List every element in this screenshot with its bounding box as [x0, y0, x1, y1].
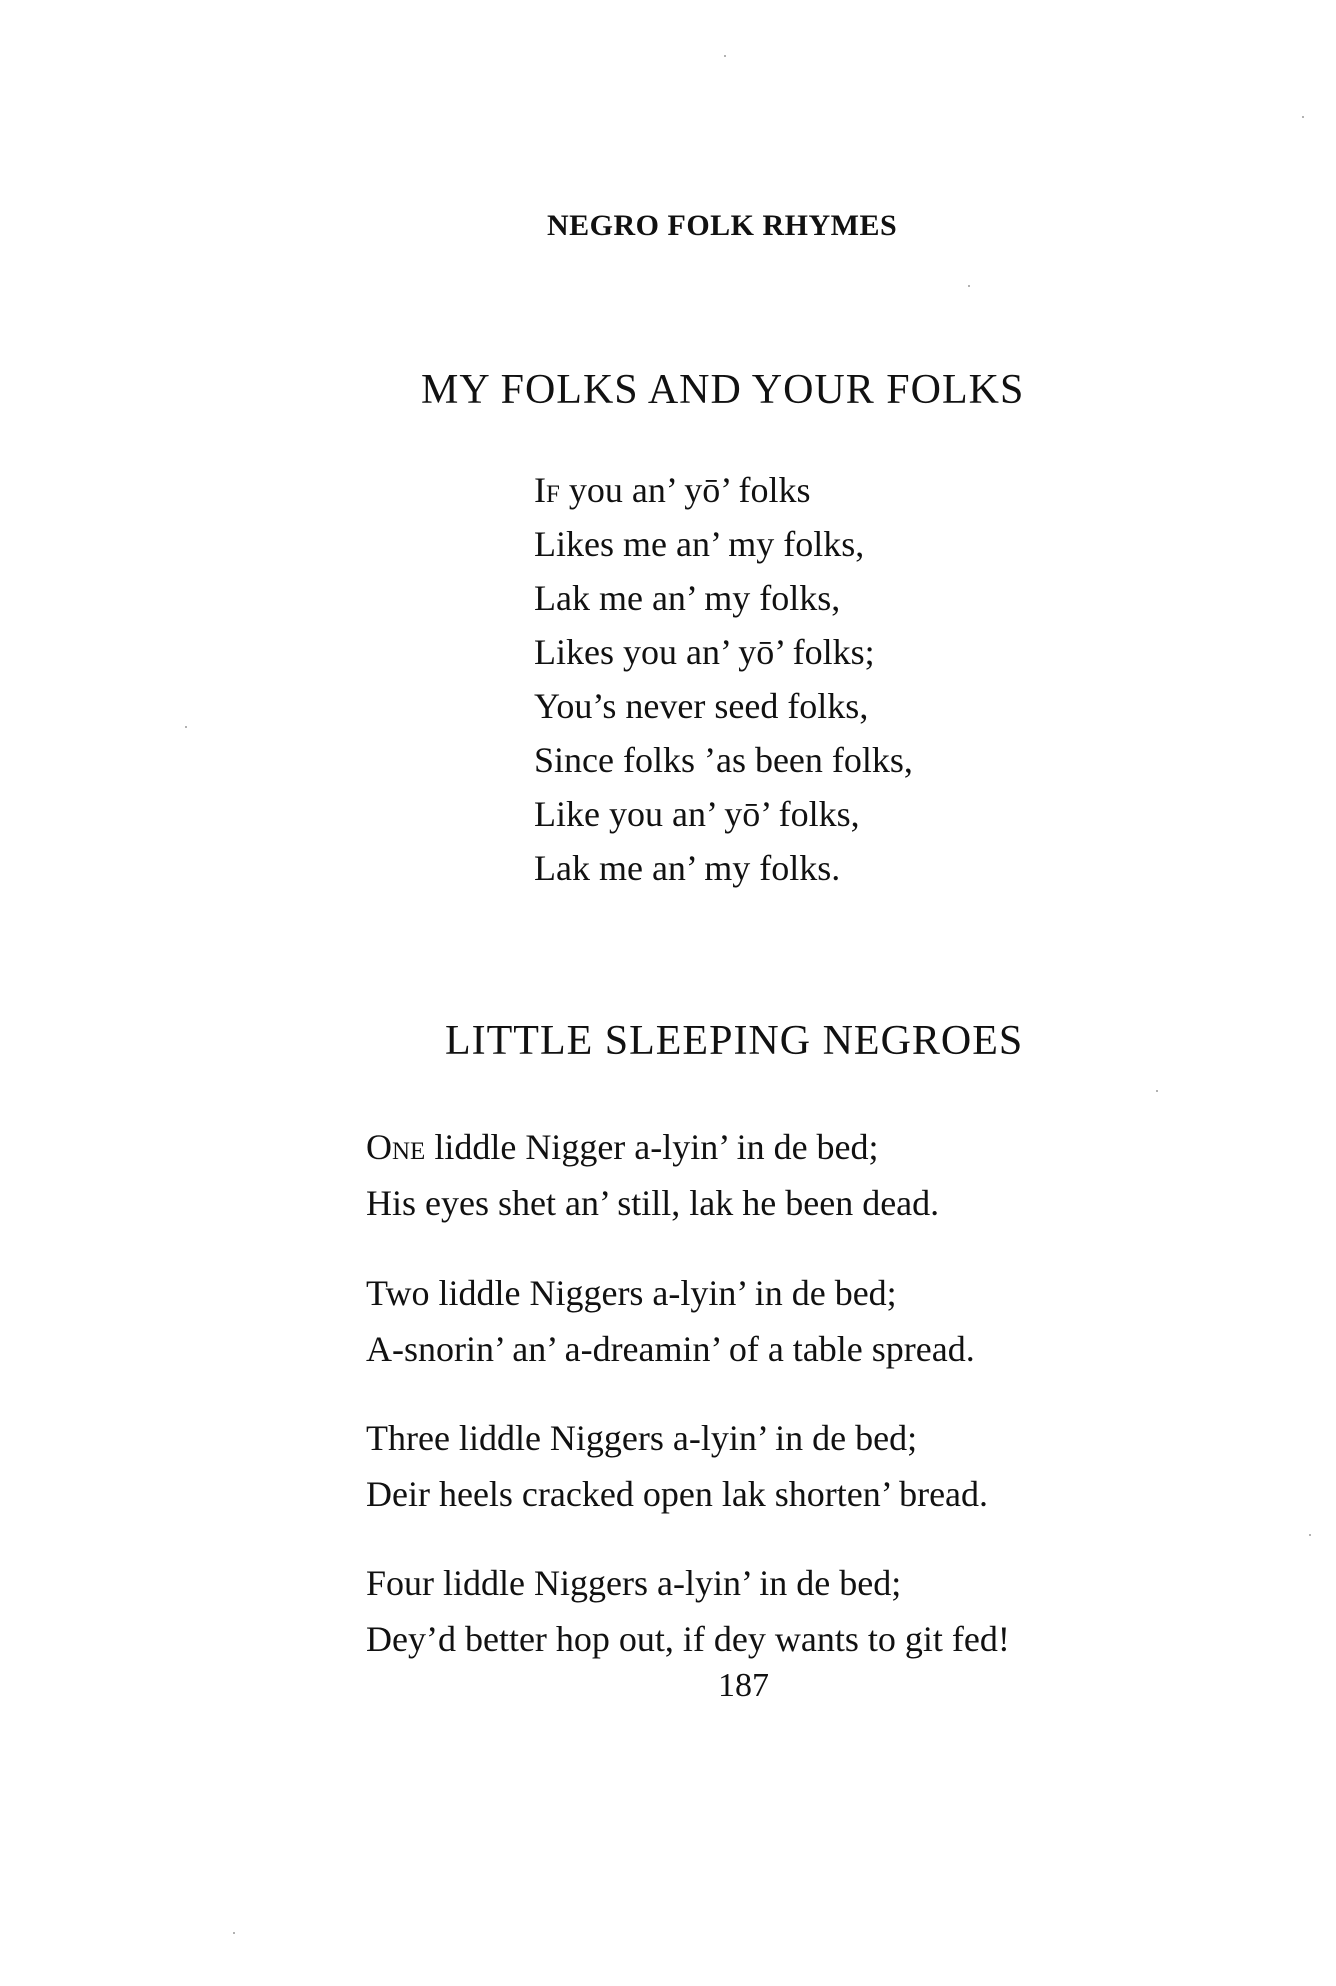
verse-line: Like you an’ yō’ folks, [534, 794, 860, 834]
running-head: NEGRO FOLK RHYMES [547, 209, 898, 242]
verse-line [366, 1119, 939, 1175]
verse-line: Four liddle Niggers a-lyin’ in de bed; [366, 1563, 902, 1603]
verse-line: Dey’d better hop out, if dey wants to git fed! [366, 1619, 1010, 1659]
poem-my-folks-stanza [534, 463, 913, 895]
verse-line: A-snorin’ an’ a-dreamin’ of a table spread. [366, 1329, 975, 1369]
drop-cap-word: If [534, 470, 560, 510]
poem-title-little-sleeping: LITTLE SLEEPING NEGROES [445, 1018, 1024, 1064]
poem-sleeping-stanza-2 [366, 1265, 975, 1377]
poem-sleeping-stanza-1 [366, 1119, 939, 1231]
verse-line [534, 463, 913, 517]
page-number: 187 [718, 1667, 769, 1704]
scan-speck [968, 285, 970, 287]
scan-speck [1302, 116, 1304, 118]
verse-line: Likes me an’ my folks, [534, 524, 865, 564]
poem-sleeping-stanza-4 [366, 1555, 1010, 1667]
verse-line: Deir heels cracked open lak shorten’ bread. [366, 1474, 989, 1514]
verse-line: Lak me an’ my folks. [534, 848, 841, 888]
verse-line-rest: you an’ yō’ folks [559, 470, 811, 510]
verse-line: Lak me an’ my folks, [534, 578, 841, 618]
poem-title-my-folks: MY FOLKS AND YOUR FOLKS [421, 367, 1025, 413]
scan-speck [724, 55, 726, 57]
scan-speck [233, 1932, 235, 1934]
verse-line-rest: liddle Nigger a-lyin’ in de bed; [425, 1127, 879, 1167]
verse-line: You’s never seed folks, [534, 686, 869, 726]
verse-line: Since folks ’as been folks, [534, 740, 913, 780]
scan-speck [1156, 1090, 1158, 1092]
verse-line: Two liddle Niggers a-lyin’ in de bed; [366, 1273, 897, 1313]
drop-cap-word: One [366, 1127, 426, 1167]
scan-speck [185, 726, 187, 728]
scan-speck [1309, 1534, 1311, 1536]
verse-line: Likes you an’ yō’ folks; [534, 632, 875, 672]
verse-line: His eyes shet an’ still, lak he been dead. [366, 1183, 940, 1223]
poem-sleeping-stanza-3 [366, 1410, 988, 1522]
verse-line: Three liddle Niggers a-lyin’ in de bed; [366, 1418, 918, 1458]
